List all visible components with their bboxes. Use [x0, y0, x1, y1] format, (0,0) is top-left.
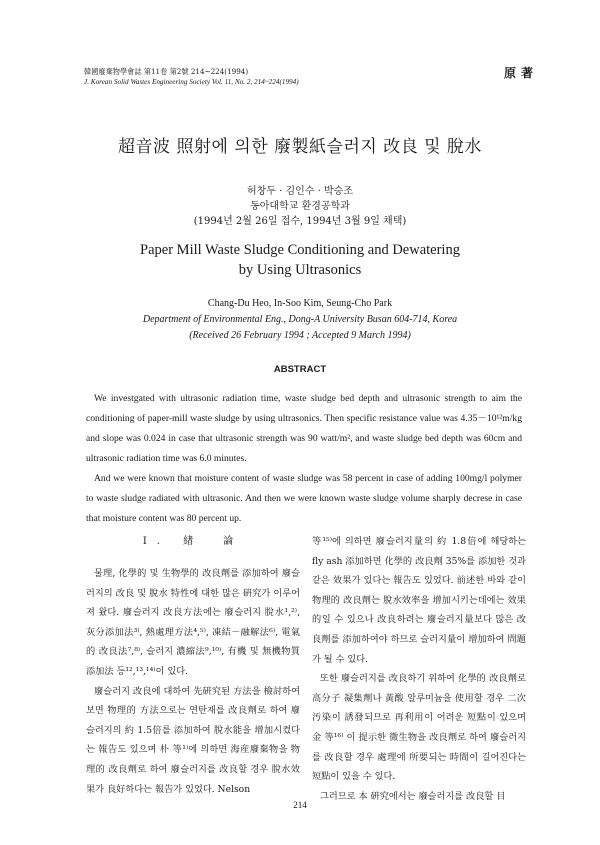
english-author-block: [0, 296, 600, 344]
journal-citation-english: J. Korean Solid Wastes Engineering Society Vol. 11, No. 2, 214~224(1994): [84, 78, 299, 86]
korean-title: 超音波 照射에 의한 廢製紙슬러지 改良 및 脫水: [118, 137, 482, 157]
abstract-paragraph: We investgated with ultrasonic radiation time, waste sludge bed depth and ultrasonic strength to aim the conditioning of paper-mill waste sludge by using ultrasonics. Then specific resistance value was 4.35－10¹²m/kg and slope was 0.024 in case that ultrasonic strength was 90 watt/m², and waste sludge bed depth was 60cm and ultrasonic radiation time was 6.0 minutes.: [86, 393, 522, 464]
abstract-paragraph: And we were known that moisture content of waste sludge was 58 percent in case of adding 100mg/l polymer to waste sludge radiated with ultrasonic. And then we were known waste sludge volume sharply decrese in case that moisture content was 80 percent up.: [86, 473, 522, 524]
english-title-line: Paper Mill Waste Sludge Conditioning and Dewatering: [140, 242, 460, 258]
english-dates: (Received 26 February 1994 ; Accepted 9 March 1994): [189, 330, 411, 341]
journal-header: [84, 66, 299, 88]
journal-citation-korean: 韓國廢棄物學會誌 第11卷 第2號 214~224(1994): [84, 67, 249, 76]
left-column: [86, 532, 300, 799]
body-paragraph: 廢슬러지 改良에 대하여 先硏究된 方法을 檢討하여 보면 物理的 方法으로는 연탄재를 改良劑로 하여 廢슬러지의 約 1.5倍를 添加하여 脫水能을 增加시켰다는 報告도 있으며 朴 等¹⁾에 의하면 海産廢棄物을 物理的 改良劑로 하여 廢슬러지를 改良할 경우 脫水效果가 良好하다는 報告가 있었다. Nelson: [86, 685, 300, 795]
korean-affiliation: 동아대학교 환경공학과: [250, 201, 350, 212]
right-column: [312, 532, 526, 806]
english-affiliation: Department of Environmental Eng., Dong-A University Busan 604-714, Korea: [142, 314, 458, 325]
abstract-body: [86, 389, 522, 529]
korean-dates: (1994년 2월 26일 접수, 1994년 3월 9일 채택): [193, 216, 407, 227]
body-paragraph: 물理, 化學的 및 生物學的 改良劑를 添加하여 廢슬러지의 改良 및 脫水 特性에 대한 많은 硏究가 이루어져 왔다. 廢슬러지 改良方法에는 廢슬러지 脫水¹,²⁾, 灰分添加法³⁾, 熱處理方法⁴,⁵⁾, 凍結－融解法⁶⁾, 電氣的 改良法⁷,⁸⁾, 슬러지 濃縮法⁹,¹⁰⁾, 有機 및 無機物質 添加法 등¹²,¹³,¹⁴⁾이 있다.: [86, 568, 300, 677]
page-number: 214: [293, 800, 307, 810]
body-paragraph: 그러므로 本 硏究에서는 廢슬러지를 改良할 目: [320, 790, 506, 802]
abstract-heading: ABSTRACT: [273, 364, 327, 375]
korean-author-block: [0, 184, 600, 229]
english-authors: Chang-Du Heo, In-Soo Kim, Seung-Cho Park: [207, 298, 393, 309]
english-title-line: by Using Ultrasonics: [238, 262, 362, 278]
body-paragraph: 또한 廢슬러지를 改良하기 위하여 化學的 改良劑로 高分子 凝集劑나 黃酸 알루미늄을 使用할 경우 二次汚染이 誘發되므로 再利用이 어려운 短點이 있으며 金 等¹⁶⁾ 이 提示한 微生物을 改良劑로 하여 廢슬러지를 改良할 경우 處理에 所要되는 時間이 길어진다는 短點이 있을 수 있다.: [312, 673, 526, 783]
korean-authors: 허창두 · 김인수 · 박승조: [246, 186, 353, 197]
section-heading: Ⅰ. 緖 論: [142, 536, 244, 547]
body-paragraph: 等¹⁵⁾에 의하면 廢슬러지量의 約 1.8倍에 해당하는 fly ash 添加하면 化學的 改良劑 35%를 添加한 것과 같은 效果가 있다는 報告도 있었다. 前述한 바와 같이 物理的 改良劑는 脫水效率을 增加시키는데에는 效果的일 수 있으나 改良하려는 廢슬러지量보다 많은 改良劑를 添加하여야 하므로 슬러지量이 增加하여 問題가 될 수 있다.: [312, 536, 526, 665]
article-type-badge: 原著: [504, 66, 539, 80]
english-title: [0, 240, 600, 280]
